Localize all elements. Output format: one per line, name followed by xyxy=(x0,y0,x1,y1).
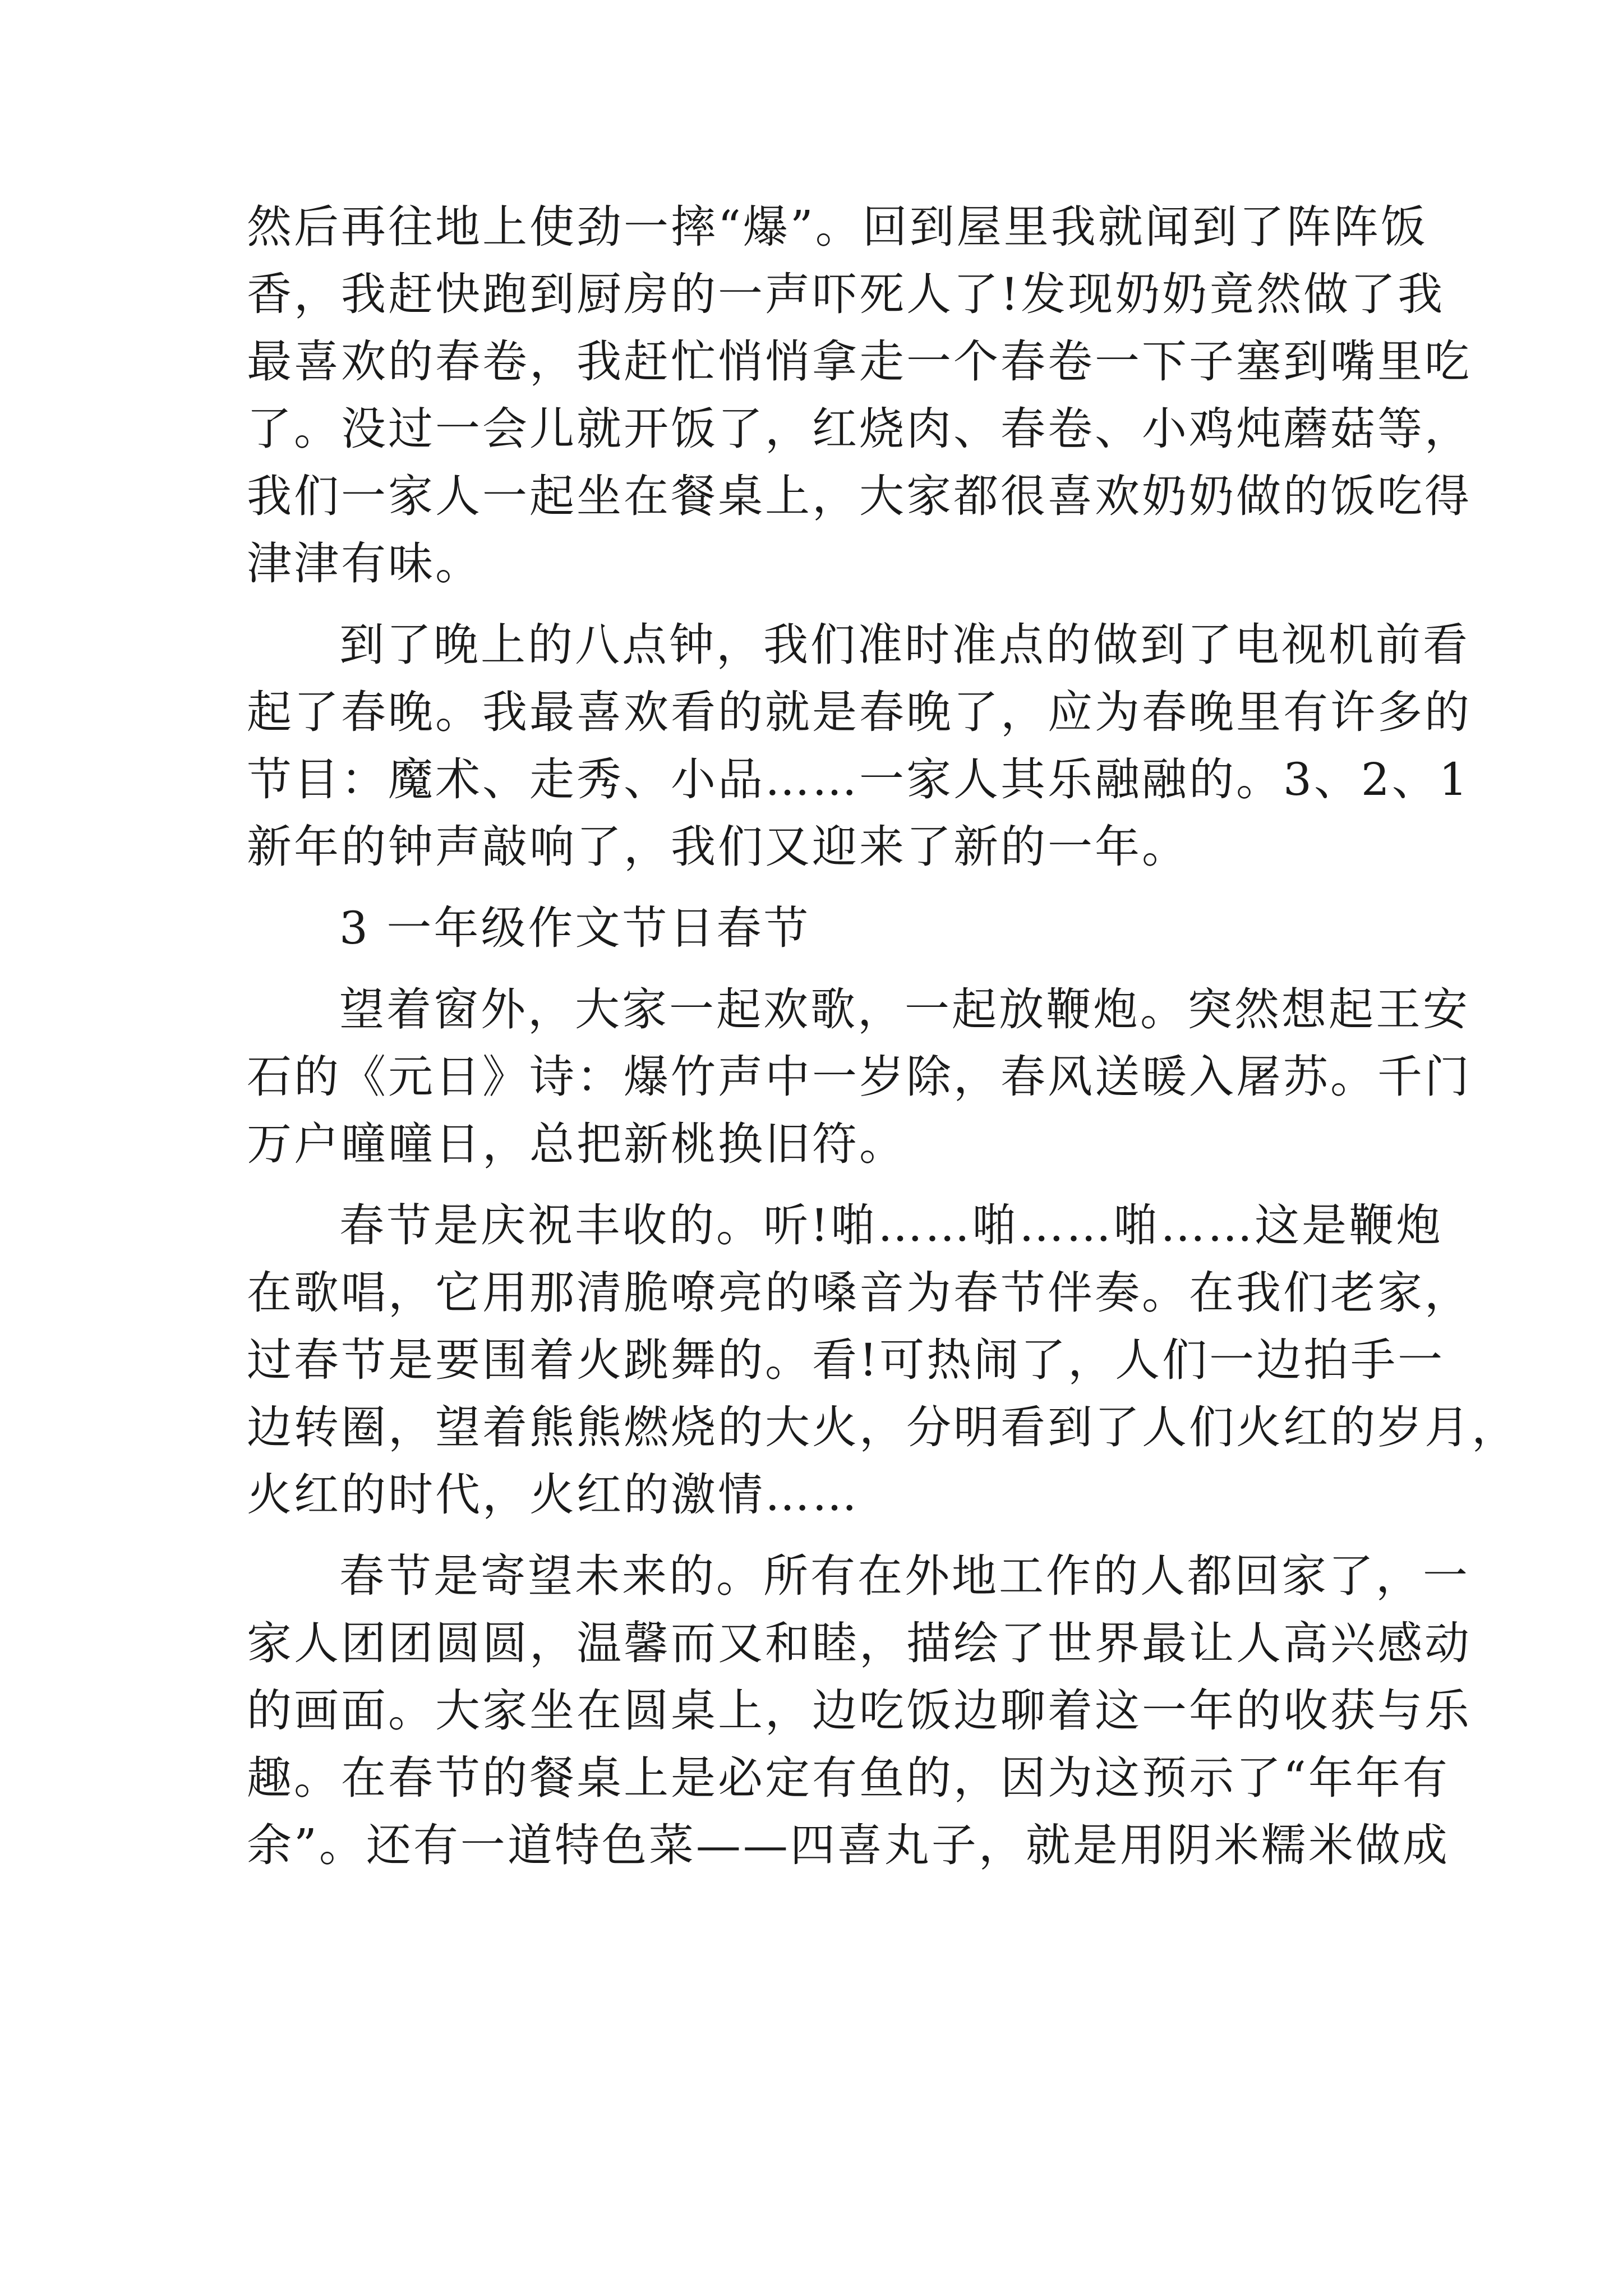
text-line: 津津有味。 xyxy=(247,537,482,590)
text-line: 望着窗外，大家一起欢歌，一起放鞭炮。突然想起王安 xyxy=(339,983,1470,1036)
text-line: 新年的钟声敲响了，我们又迎来了新的一年。 xyxy=(247,821,1189,873)
text-line: 趣。在春节的餐桌上是必定有鱼的，因为这预示了“年年有 xyxy=(247,1752,1450,1804)
text-line: 节目：魔术、走秀、小品……一家人其乐融融的。3、2、1 xyxy=(247,753,1470,806)
section-heading-text: 3 一年级作文节日春节 xyxy=(339,902,811,954)
paragraph-4 xyxy=(247,1192,1519,1529)
text-line: 春节是寄望未来的。所有在外地工作的人都回家了，一 xyxy=(339,1550,1470,1602)
text-line: 边转圈，望着熊熊燃烧的大火，分明看到了人们火红的岁月， xyxy=(247,1401,1519,1453)
text-line: 的画面。大家坐在圆桌上，边吃饭边聊着这一年的收获与乐 xyxy=(247,1685,1472,1737)
text-line: 火红的时代，火红的激情…… xyxy=(247,1469,859,1521)
section-heading xyxy=(247,895,1385,962)
document-page xyxy=(247,194,1519,1879)
text-line: 过春节是要围着火跳舞的。看!可热闹了，人们一边拍手一 xyxy=(247,1334,1445,1386)
text-line: 春节是庆祝丰收的。听!啪……啪……啪……这是鞭炮 xyxy=(339,1199,1444,1251)
text-line: 起了春晚。我最喜欢看的就是春晚了，应为春晚里有许多的 xyxy=(247,686,1472,738)
text-line: 最喜欢的春卷，我赶忙悄悄拿走一个春卷一下子塞到嘴里吃 xyxy=(247,335,1472,388)
text-line: 家人团团圆圆，温馨而又和睦，描绘了世界最让人高兴感动 xyxy=(247,1617,1472,1669)
paragraph-5 xyxy=(247,1543,1472,1879)
paragraph-2 xyxy=(247,611,1472,881)
text-line: 到了晚上的八点钟，我们准时准点的做到了电视机前看 xyxy=(339,619,1470,671)
text-line: 余”。还有一道特色菜——四喜丸子，就是用阴米糯米做成 xyxy=(247,1819,1450,1871)
paragraph-1 xyxy=(247,194,1472,597)
text-line: 我们一家人一起坐在餐桌上，大家都很喜欢奶奶做的饭吃得 xyxy=(247,470,1472,522)
paragraph-3 xyxy=(247,976,1472,1178)
text-line: 在歌唱，它用那清脆嘹亮的嗓音为春节伴奏。在我们老家， xyxy=(247,1267,1472,1319)
text-line: 香，我赶快跑到厨房的一声吓死人了!发现奶奶竟然做了我 xyxy=(247,268,1445,320)
text-line: 石的《元日》诗：爆竹声中一岁除，春风送暖入屠苏。千门 xyxy=(247,1051,1472,1103)
text-line: 万户曈曈日，总把新桃换旧符。 xyxy=(247,1118,906,1170)
text-line: 然后再往地上使劲一摔“爆”。回到屋里我就闻到了阵阵饭 xyxy=(247,201,1428,253)
text-line: 了。没过一会儿就开饭了，红烧肉、春卷、小鸡炖蘑菇等， xyxy=(247,403,1472,455)
